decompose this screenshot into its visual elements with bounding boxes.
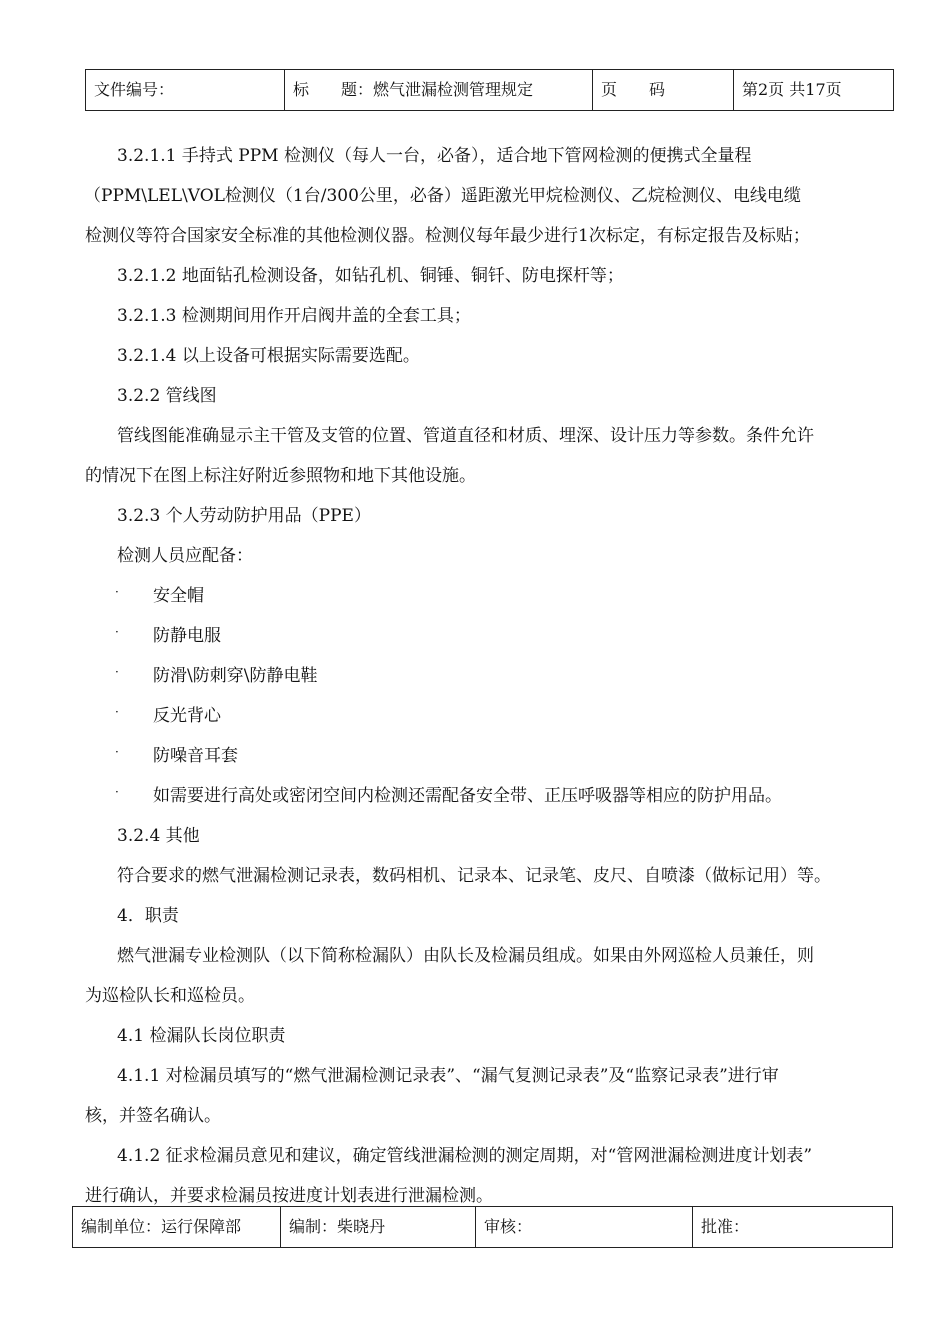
paragraph-3-2-1-3: 3.2.1.3 检测期间用作开启阀井盖的全套工具；: [117, 306, 471, 326]
list-item-text: 如需要进行高处或密闭空间内检测还需配备安全带、正压呼吸器等相应的防护用品。: [153, 786, 782, 806]
paragraph-4-1-1-line-2: 核，并签名确认。: [85, 1106, 221, 1126]
header-row: [86, 70, 894, 111]
heading-4-responsibilities: 4．职责: [117, 906, 179, 926]
paragraph-3-2-1-1-line-3: 检测仪等符合国家安全标准的其他检测仪器。检测仪每年最少进行1次标定，有标定报告及标贴；: [85, 226, 810, 246]
list-item-text: 防滑\防刺穿\防静电鞋: [153, 666, 318, 686]
paragraph-pipeline-map-line-2: 的情况下在图上标注好附近参照物和地下其他设施。: [85, 466, 476, 486]
list-item-text: 防噪音耳套: [153, 746, 238, 766]
bullet-icon: ·: [115, 785, 119, 799]
title-value: 燃气泄漏检测管理规定: [373, 80, 534, 99]
heading-3-2-3: 3.2.3 个人劳动防护用品（PPE）: [117, 506, 371, 526]
title-label: 标 题：: [293, 80, 374, 99]
footer-table: [72, 1206, 893, 1248]
list-item: [85, 776, 895, 816]
bullet-icon: ·: [115, 665, 119, 679]
title-cell: [285, 70, 593, 111]
list-item: [85, 656, 895, 696]
footer-row: [73, 1207, 893, 1248]
bullet-icon: ·: [115, 705, 119, 719]
page-value: 第2页 共17页: [734, 70, 894, 111]
paragraph-4-1-1-line-1: 4.1.1 对检漏员填写的“燃气泄漏检测记录表”、“漏气复测记录表”及“监察记录表”进行审: [117, 1066, 779, 1086]
bullet-icon: ·: [115, 745, 119, 759]
heading-4-1: 4.1 检漏队长岗位职责: [117, 1026, 286, 1046]
reviewer-cell: 审核：: [476, 1207, 693, 1248]
paragraph-other-equipment: 符合要求的燃气泄漏检测记录表，数码相机、记录本、记录笔、皮尺、自喷漆（做标记用）等。: [117, 866, 831, 886]
paragraph-3-2-1-1-line-1: 3.2.1.1 手持式 PPM 检测仪（每人一台，必备），适合地下管网检测的便携式全量程: [117, 146, 752, 166]
paragraph-team-line-1: 燃气泄漏专业检测队（以下简称检漏队）由队长及检漏员组成。如果由外网巡检人员兼任，则: [117, 946, 814, 966]
list-item-text: 防静电服: [153, 626, 221, 646]
paragraph-3-2-1-4: 3.2.1.4 以上设备可根据实际需要选配。: [117, 346, 420, 366]
approver-cell: 批准：: [693, 1207, 893, 1248]
list-item: [85, 576, 895, 616]
document-body: [85, 136, 895, 1216]
header-table: [85, 69, 894, 111]
bullet-icon: ·: [115, 585, 119, 599]
author-cell: 编制：柴晓丹: [281, 1207, 476, 1248]
unit-cell: 编制单位：运行保障部: [73, 1207, 281, 1248]
paragraph-4-1-2-line-1: 4.1.2 征求检漏员意见和建议，确定管线泄漏检测的测定周期，对“管网泄漏检测进度计划表”: [117, 1146, 813, 1166]
bullet-icon: ·: [115, 625, 119, 639]
list-item-text: 反光背心: [153, 706, 221, 726]
list-item: [85, 616, 895, 656]
list-item: [85, 696, 895, 736]
list-item: [85, 736, 895, 776]
page-label: 页 码: [593, 70, 734, 111]
ppe-list: [85, 576, 895, 816]
list-item-text: 安全帽: [153, 586, 204, 606]
paragraph-ppe-intro: 检测人员应配备：: [117, 546, 253, 566]
paragraph-pipeline-map-line-1: 管线图能准确显示主干管及支管的位置、管道直径和材质、埋深、设计压力等参数。条件允许: [117, 426, 814, 446]
paragraph-4-1-2-line-2: 进行确认，并要求检漏员按进度计划表进行泄漏检测。: [85, 1186, 493, 1206]
paragraph-team-line-2: 为巡检队长和巡检员。: [85, 986, 255, 1006]
doc-no-label: 文件编号：: [86, 70, 285, 111]
heading-3-2-2: 3.2.2 管线图: [117, 386, 217, 406]
paragraph-3-2-1-2: 3.2.1.2 地面钻孔检测设备，如钻孔机、铜锤、铜钎、防电探杆等；: [117, 266, 624, 286]
heading-3-2-4: 3.2.4 其他: [117, 826, 200, 846]
paragraph-3-2-1-1-line-2: （PPM\LEL\VOL检测仪（1台/300公里，必备）遥距激光甲烷检测仪、乙烷检测仪、电线电缆: [84, 186, 801, 206]
